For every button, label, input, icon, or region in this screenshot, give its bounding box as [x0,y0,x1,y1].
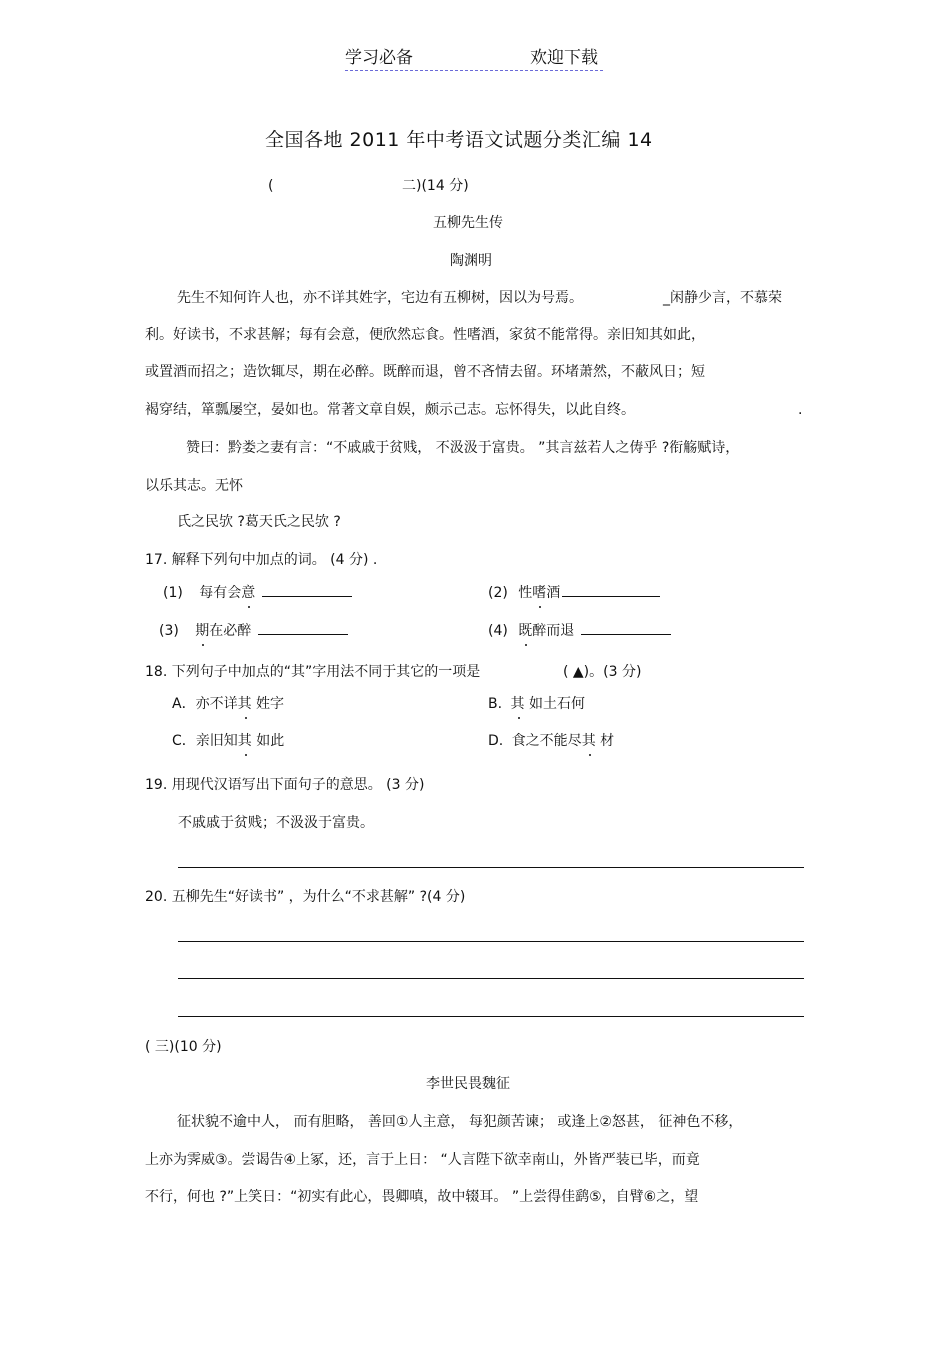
option-label: D. [488,733,504,749]
header-left: 学习必备 [345,48,413,68]
q20-stem: 20. 五柳先生“好读书” ，为什么“不求甚解” ?(4 分) [145,889,466,905]
q18-stem: 18. 下列句子中加点的“其”字用法不同于其它的一项是 [145,664,481,680]
answer-blank[interactable] [581,620,671,635]
q17-item-post: 酒 [546,585,561,601]
para2-line1: 赞曰：黔娄之妻有言：“不戚戚于贫贱， 不汲汲于富贵。 ”其言兹若人之俦乎 ?衔觞赋诗， [186,440,740,456]
q18-option-c[interactable] [172,731,284,751]
q18-option-a[interactable] [172,694,284,714]
q17-item-4 [488,620,671,641]
q17-stem: 17. 解释下列句中加点的词。 (4 分) . [145,552,378,568]
option-dotted-word: 其 [510,696,525,712]
option-post: 材 [595,733,615,749]
q17-item-2 [488,582,660,603]
section3-heading: ( 三)(10 分) [145,1039,222,1055]
q17-item-post: 在必醉 [209,623,252,639]
answer-blank[interactable] [258,620,348,635]
option-pre: 食之不能尽 [511,733,582,749]
q17-item-3 [159,620,348,641]
header-right: 欢迎下载 [530,48,598,68]
q17-dotted-word: 意 [241,585,256,601]
section3-line3: 不行，何也 ?”上笑日：“初实有此心，畏卿嗔，故中辍耳。 ”上尝得佳鹞⑤，自臂⑥之，望 [145,1189,699,1205]
option-dotted-word: 其 [581,733,596,749]
para2-line2: 以乐其志。无怀 [145,478,243,494]
q19-stem: 19. 用现代汉语写出下面句子的意思。 (3 分) [145,777,425,793]
q18-option-d[interactable] [488,731,614,751]
option-post: 姓字 [251,696,285,712]
para2-line3: 氏之民欤 ?葛天氏之民欤 ? [177,514,341,530]
para1-line1-tail: _闲静少言，不慕荣 [663,290,782,306]
option-pre: 亦不详 [195,696,238,712]
option-label: C． [172,733,196,749]
option-dotted-word: 其 [237,696,252,712]
section3-line2: 上亦为霁威③。尝谒告④上冢，还，言于上日： “人言陛下欲幸南山，外皆严装已毕，而竟 [145,1152,700,1168]
q17-item-num: (3) [159,623,179,639]
q17-item-post: 醉而退 [532,623,575,639]
q19-answer-line[interactable] [178,867,804,868]
q18-stem-tail: ( ▲)。(3 分) [563,664,642,680]
option-post: 如土石何 [524,696,585,712]
para1-line4-tail: . [798,402,803,418]
q18-option-b[interactable] [488,694,585,714]
section3-text-title: 李世民畏魏征 [426,1076,510,1092]
section2-heading-right: 二)(14 分) [402,178,469,194]
q17-dotted-word: 嗜 [532,585,547,601]
para1-line1: 先生不知何许人也，亦不详其姓字，宅边有五柳树，因以为号焉。 [177,290,583,306]
section2-heading-left: ( [268,178,274,194]
text-author: 陶渊明 [450,253,492,269]
q20-answer-line-2[interactable] [178,978,804,979]
q20-answer-line-1[interactable] [178,941,804,942]
q17-item-num: (2) [488,585,508,601]
para1-line4: 褐穿结，箪瓢屡空，晏如也。常著文章自娱，颇示己志。忘怀得失，以此自终。 [145,402,635,418]
q17-item-1 [163,582,352,603]
q17-item-num: (4) [488,623,508,639]
option-pre: 亲旧知 [195,733,238,749]
answer-blank[interactable] [562,582,660,597]
q17-item-pre: 每有会 [199,585,242,601]
para1-line3: 或置酒而招之；造饮辄尽，期在必醉。既醉而退，曾不吝情去留。环堵萧然，不蔽风日；短 [145,364,705,380]
q17-item-pre: 性 [518,585,533,601]
header-dashed-rule [345,70,603,71]
option-dotted-word: 其 [237,733,252,749]
q17-item-num: (1) [163,585,183,601]
q20-answer-line-3[interactable] [178,1016,804,1017]
option-label: B. [488,696,503,712]
q17-dotted-word: 期 [195,623,210,639]
text-title: 五柳先生传 [433,215,503,231]
q17-dotted-word: 既 [518,623,533,639]
q19-sentence: 不戚戚于贫贱；不汲汲于富贵。 [178,815,374,831]
answer-blank[interactable] [262,582,352,597]
option-label: A． [172,696,196,712]
section3-line1: 征状貌不逾中人， 而有胆略， 善回①人主意， 每犯颜苦谏； 或逢上②怒甚， 征神色不移， [177,1114,743,1130]
page-title: 全国各地 2011 年中考语文试题分类汇编 14 [265,129,653,151]
para1-line2: 利。好读书，不求甚解；每有会意，便欣然忘食。性嗜酒，家贫不能常得。亲旧知其如此， [145,327,705,343]
option-post: 如此 [251,733,285,749]
